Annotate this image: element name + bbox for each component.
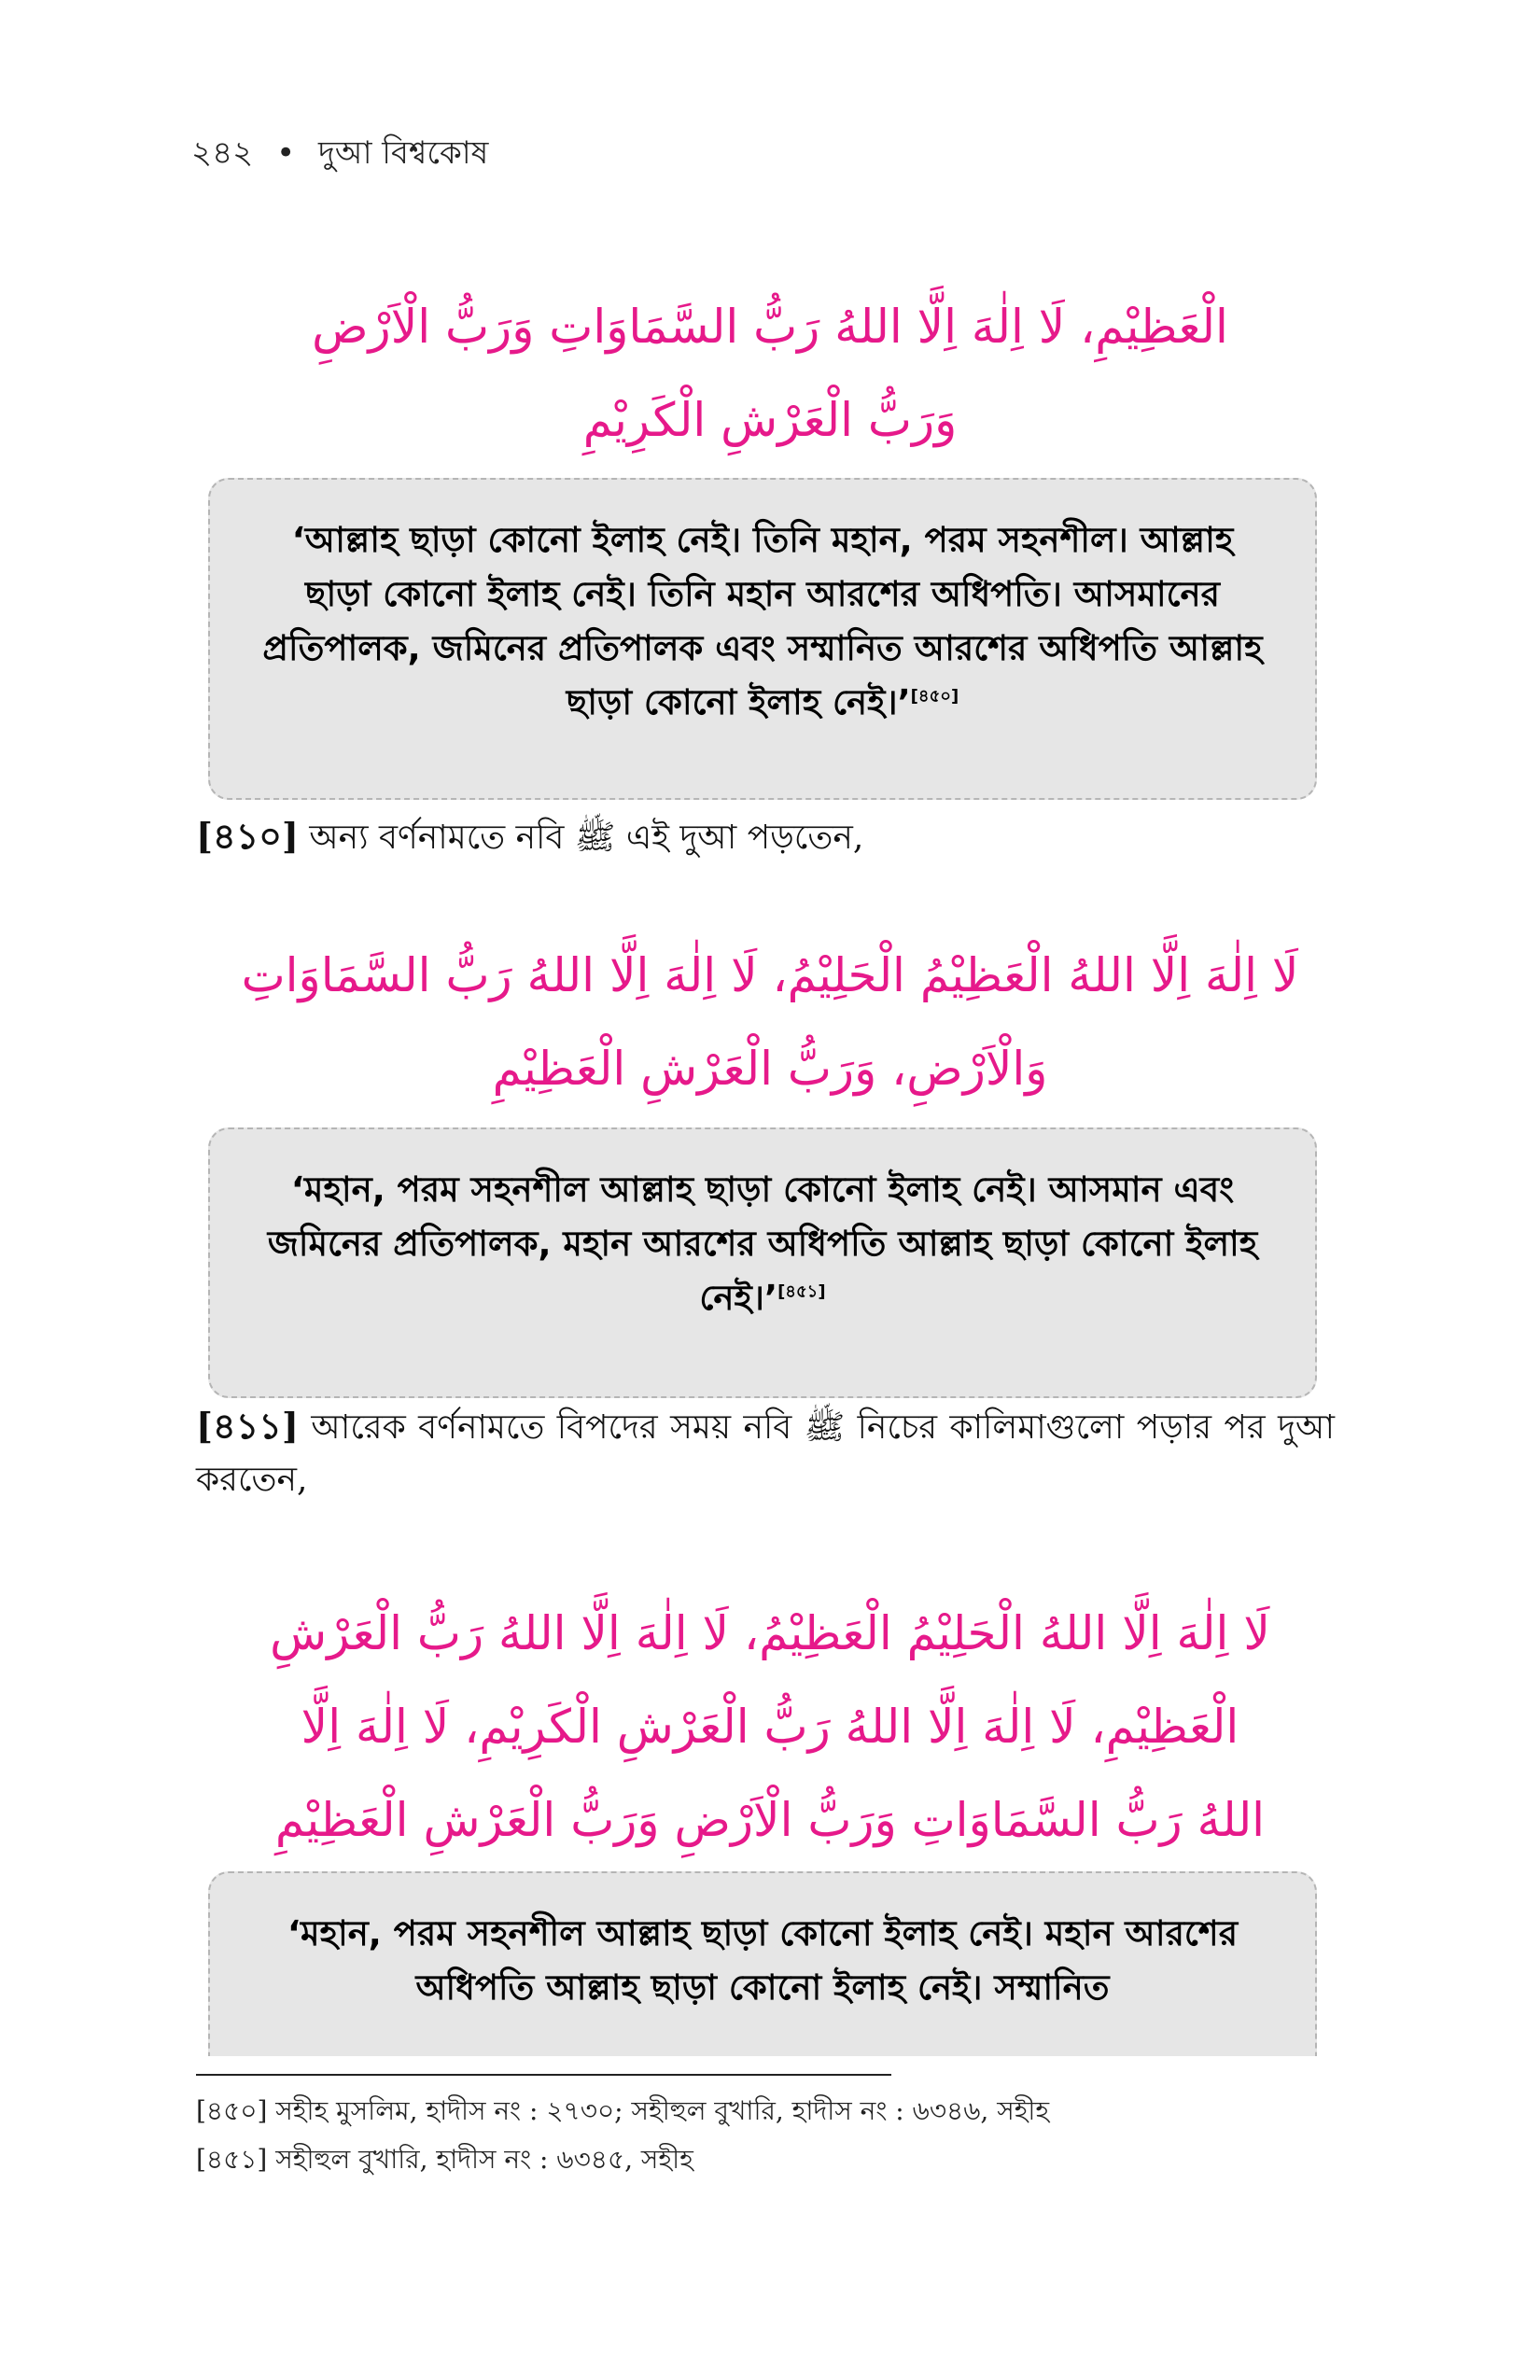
footnote-ref[interactable]: [৪৫১] xyxy=(777,1281,826,1302)
header-separator: • xyxy=(276,134,296,172)
hadith-text: আরেক বর্ণনামতে বিপদের সময় নবি ﷺ নিচের কালিমাগুলো পড়ার পর দুআ করতেন, xyxy=(196,1408,1336,1499)
book-title: দুআ বিশ্বকোষ xyxy=(317,134,489,172)
footnote-divider xyxy=(196,2074,891,2076)
hadith-number: [৪১০] xyxy=(196,815,299,857)
arabic-line: وَرَبُّ الْعَرْشِ الْكَرِيْمِ xyxy=(582,393,958,447)
arabic-line: اللهُ رَبُّ السَّمَاوَاتِ وَرَبُّ الْاَرْضِ وَرَبُّ الْعَرْشِ الْعَظِيْمِ xyxy=(274,1793,1266,1847)
arabic-line: وَالْاَرْضِ، وَرَبُّ الْعَرْشِ الْعَظِيْمِ xyxy=(492,1042,1048,1096)
translation-box-1 xyxy=(208,478,1317,800)
hadith-number: [৪১১] xyxy=(196,1405,299,1447)
footnote-number: [৪৫১] xyxy=(196,2144,268,2175)
translation-box-3 xyxy=(208,1871,1317,2056)
translation-text: ‘মহান, পরম সহনশীল আল্লাহ ছাড়া কোনো ইলাহ নেই। মহান আরশের অধিপতি আল্লাহ ছাড়া কোনো ইলাহ নেই। সম্মানিত xyxy=(287,1913,1239,2008)
arabic-dua-1 xyxy=(201,280,1339,467)
footnote-text: সহীহুল বুখারি, হাদীস নং : ৬৩৪৫, সহীহ xyxy=(267,2144,693,2175)
page-number: ২৪২ xyxy=(191,134,254,172)
translation-box-2 xyxy=(208,1127,1317,1398)
translation-text: ‘মহান, পরম সহনশীল আল্লাহ ছাড়া কোনো ইলাহ নেই। আসমান এবং জমিনের প্রতিপালক, মহান আরশের অধিপতি আল্লাহ ছাড়া কোনো ইলাহ নেই।’ xyxy=(267,1169,1258,1318)
arabic-line: الْعَظِيْمِ، لَا اِلٰهَ اِلَّا اللهُ رَبُّ الْعَرْشِ الْكَرِيْمِ، لَا اِلٰهَ اِلَّا xyxy=(301,1700,1239,1754)
arabic-line: لَا اِلٰهَ اِلَّا اللهُ الْعَظِيْمُ الْحَلِيْمُ، لَا اِلٰهَ اِلَّا اللهُ رَبُّ السَّمَاوَاتِ xyxy=(241,948,1299,1002)
footnote-451 xyxy=(196,2139,693,2183)
hadith-paragraph-410 xyxy=(196,810,1335,864)
hadith-text: অন্য বর্ণনামতে নবি ﷺ এই দুআ পড়তেন, xyxy=(298,819,864,857)
arabic-dua-3 xyxy=(201,1587,1339,1867)
running-header xyxy=(191,129,488,182)
arabic-line: الْعَظِيْمِ، لَا اِلٰهَ اِلَّا اللهُ رَبُّ السَّمَاوَاتِ وَرَبُّ الْاَرْضِ xyxy=(312,300,1228,354)
footnote-ref[interactable]: [৪৫০] xyxy=(910,686,959,707)
footnote-text: সহীহ মুসলিম, হাদীস নং : ২৭৩০; সহীহুল বুখারি, হাদীস নং : ৬৩৪৬, সহীহ xyxy=(267,2095,1050,2126)
translation-text: ‘আল্লাহ ছাড়া কোনো ইলাহ নেই। তিনি মহান, পরম সহনশীল। আল্লাহ ছাড়া কোনো ইলাহ নেই। তিনি মহান আরশের অধিপতি। আসমানের প্রতিপালক, জমিনের প্রতিপালক এবং সম্মানিত আরশের অধিপতি আল্লাহ ছাড়া কোনো ইলাহ নেই।’ xyxy=(262,520,1263,722)
footnote-450 xyxy=(196,2091,1049,2135)
arabic-line: لَا اِلٰهَ اِلَّا اللهُ الْحَلِيْمُ الْعَظِيْمُ، لَا اِلٰهَ اِلَّا اللهُ رَبُّ الْعَرْشِ xyxy=(270,1606,1270,1660)
arabic-dua-2 xyxy=(201,929,1339,1115)
hadith-paragraph-411 xyxy=(196,1400,1335,1506)
footnote-number: [৪৫০] xyxy=(196,2095,268,2126)
